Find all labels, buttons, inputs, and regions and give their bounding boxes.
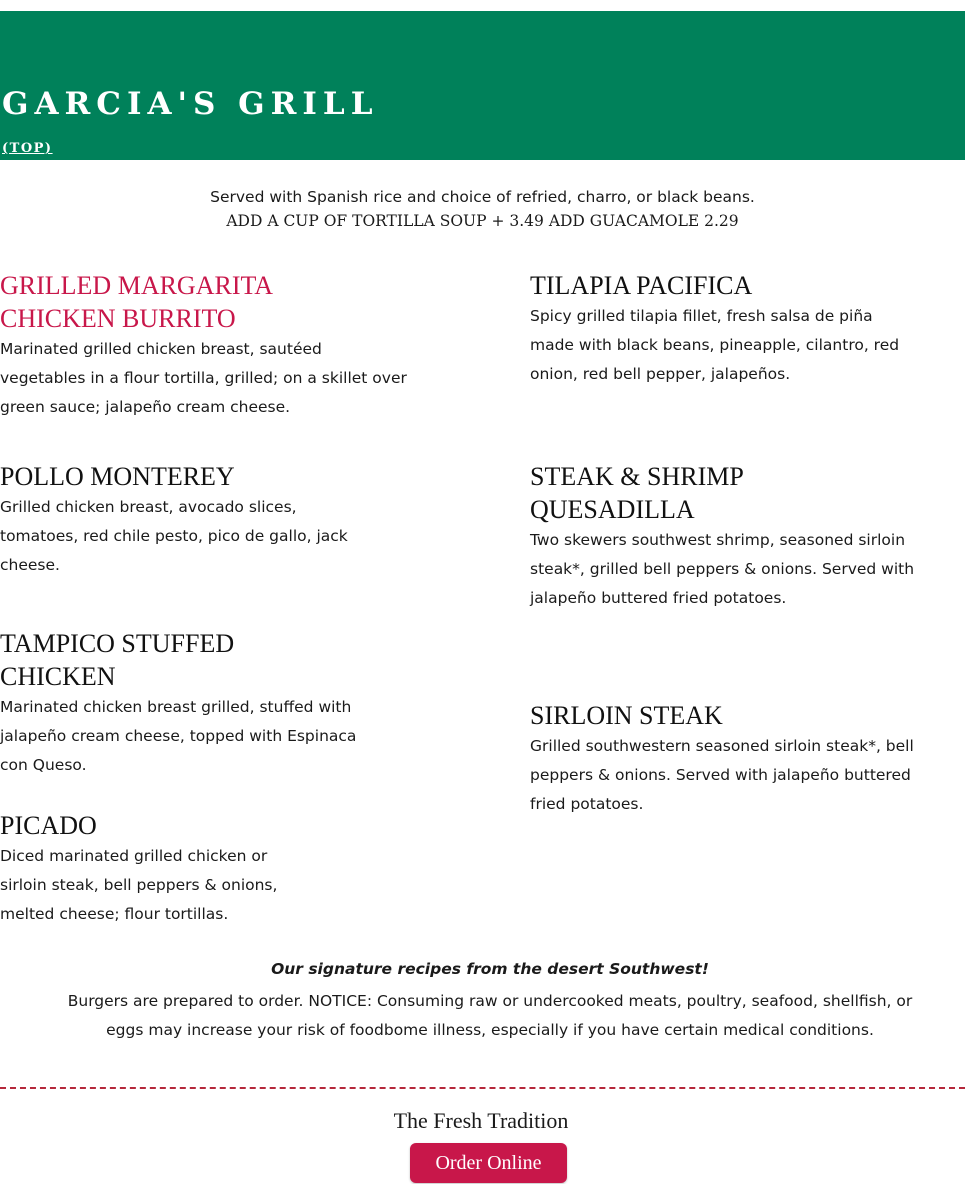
menu-item-name: STEAK & SHRIMP QUESADILLA	[530, 462, 743, 524]
menu-item-name: SIRLOIN STEAK	[530, 701, 723, 730]
top-link[interactable]: (TOP)	[2, 141, 53, 156]
menu-item-name: POLLO MONTEREY	[0, 462, 235, 491]
site-header	[0, 11, 965, 160]
menu-item-description: Grilled southwestern seasoned sirloin steak*, bell peppers & onions. Served with jalapeño buttered fried potatoes.	[530, 737, 914, 813]
menu-item-name: PICADO	[0, 811, 97, 840]
brand-title: GARCIA'S GRILL	[2, 86, 379, 122]
menu-item-description: Spicy grilled tilapia fillet, fresh salsa de piña made with black beans, pineapple, cilantro, red onion, red bell pepper, jalapeños.	[530, 307, 900, 383]
sides-note: Served with Spanish rice and choice of refried, charro, or black beans.	[210, 188, 755, 206]
menu-item-name: TAMPICO STUFFED CHICKEN	[0, 629, 235, 691]
tagline: The Fresh Tradition	[393, 1108, 569, 1133]
menu-item-sirloin-steak	[530, 699, 915, 819]
menu-item-tilapia-pacifica	[530, 269, 915, 389]
menu-item-grilled-margarita-chicken-burrito	[0, 269, 410, 422]
menu-item-pollo-monterey	[0, 460, 372, 580]
menu-item-picado	[0, 809, 318, 929]
dashed-divider	[0, 1087, 965, 1089]
menu-item-name: TILAPIA PACIFICA	[530, 271, 753, 300]
menu-item-tampico-stuffed-chicken	[0, 627, 360, 780]
menu-item-description: Marinated grilled chicken breast, sautéed vegetables in a flour tortilla, grilled; on a skillet over green sauce; jalapeño cream cheese.	[0, 340, 407, 416]
add-ons-note: ADD A CUP OF TORTILLA SOUP + 3.49 ADD GUACAMOLE 2.29	[226, 212, 739, 230]
menu-item-description: Grilled chicken breast, avocado slices, tomatoes, red chile pesto, pico de gallo, jack cheese.	[0, 498, 348, 574]
food-safety-notice: Burgers are prepared to order. NOTICE: Consuming raw or undercooked meats, poultry, seafood, shellfish, or eggs may increase your risk of foodbome illness, especially if you have certain medical conditions.	[67, 992, 913, 1039]
menu-item-description: Marinated chicken breast grilled, stuffed with jalapeño cream cheese, topped with Espinaca con Queso.	[0, 698, 357, 774]
signature-note: Our signature recipes from the desert Southwest!	[271, 960, 709, 978]
menu-item-name: GRILLED MARGARITA CHICKEN BURRITO	[0, 271, 272, 333]
menu-item-steak-shrimp-quesadilla	[530, 460, 915, 613]
menu-item-description: Two skewers southwest shrimp, seasoned sirloin steak*, grilled bell peppers & onions. Served with jalapeño buttered fried potatoes.	[530, 531, 915, 607]
order-online-button[interactable]: Order Online	[410, 1143, 567, 1183]
menu-item-description: Diced marinated grilled chicken or sirloin steak, bell peppers & onions, melted cheese; flour tortillas.	[0, 847, 278, 923]
